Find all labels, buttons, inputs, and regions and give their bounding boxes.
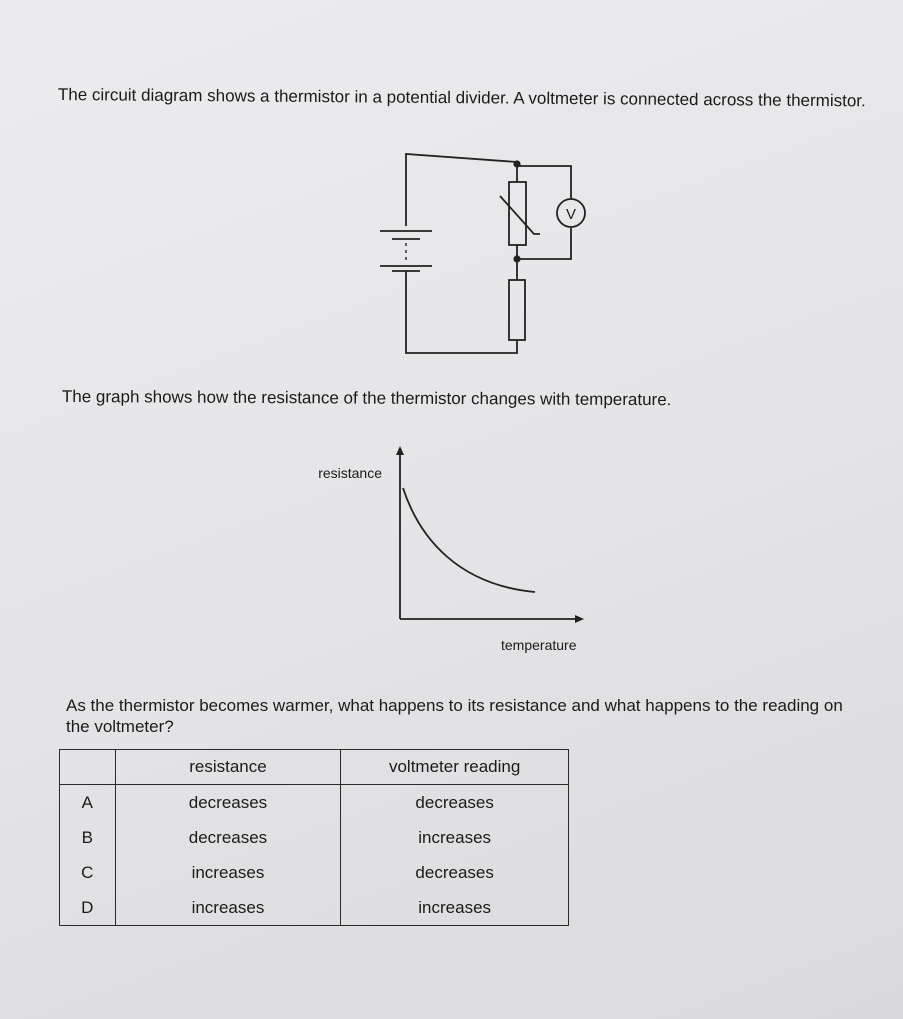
option-voltmeter: decreases: [341, 855, 569, 890]
option-voltmeter: increases: [341, 820, 569, 855]
option-key: B: [60, 820, 116, 855]
graph-intro: The graph shows how the resistance of the thermistor changes with temperature.: [61, 387, 672, 410]
header-resistance: resistance: [115, 750, 341, 785]
option-row-b[interactable]: [60, 820, 569, 855]
voltmeter-label: V: [565, 206, 577, 223]
answer-options-table: [59, 749, 569, 926]
resistance-curve: [403, 488, 535, 592]
option-resistance: increases: [115, 890, 341, 926]
option-key: D: [60, 890, 116, 926]
header-key: [60, 750, 116, 785]
option-voltmeter: increases: [341, 890, 569, 926]
question-intro: The circuit diagram shows a thermistor in a potential divider. A voltmeter is connected across the thermistor.: [57, 84, 866, 111]
option-key: C: [60, 855, 116, 890]
option-resistance: decreases: [115, 785, 341, 821]
option-resistance: increases: [115, 855, 341, 890]
x-axis-arrow: [575, 615, 584, 623]
option-resistance: decreases: [115, 820, 341, 855]
y-axis-label: resistance: [318, 465, 382, 481]
question-prompt: As the thermistor becomes warmer, what happens to its resistance and what happens to the reading on the voltmeter?: [66, 696, 843, 736]
option-key: A: [60, 785, 116, 821]
option-row-a[interactable]: [60, 785, 569, 821]
x-axis-label: temperature: [501, 637, 577, 653]
option-row-d[interactable]: [60, 890, 569, 926]
table-header-row: [60, 750, 569, 785]
option-voltmeter: decreases: [341, 785, 569, 821]
option-row-c[interactable]: [60, 855, 569, 890]
header-voltmeter: voltmeter reading: [341, 750, 569, 785]
y-axis-arrow: [396, 446, 404, 455]
